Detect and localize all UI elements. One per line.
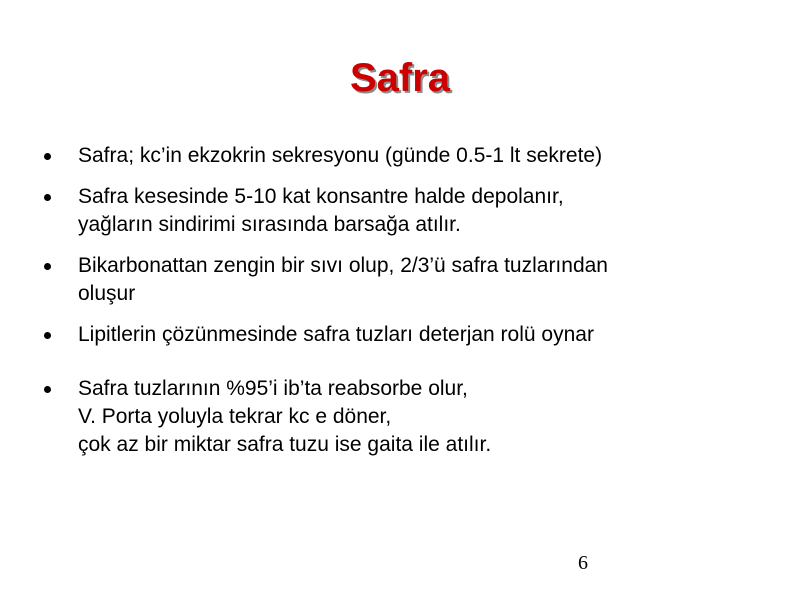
bullet-text-line: oluşur [78, 282, 136, 305]
bullet-item [40, 142, 780, 170]
bullet-item [40, 321, 780, 349]
bullet-text-line: Safra tuzlarının %95’i ib’ta reabsorbe olur, [78, 377, 468, 400]
bullet-text-line: Lipitlerin çözünmesinde safra tuzları deterjan rolü oynar [78, 323, 594, 346]
bullet-item [40, 183, 780, 239]
bullet-text-line: çok az bir miktar safra tuzu ise gaita ile atılır. [78, 433, 492, 456]
bullet-text-line: yağların sindirimi sırasında barsağa atılır. [78, 213, 461, 236]
page-number: 6 [578, 552, 588, 574]
bullet-text-line: Safra kesesinde 5-10 kat konsantre halde depolanır, [78, 185, 564, 208]
bullet-dot-icon [44, 194, 51, 201]
bullet-text-line: Bikarbonattan zengin bir sıvı olup, 2/3’ü safra tuzlarından [78, 254, 608, 277]
bullet-text-line: V. Porta yoluyla tekrar kc e döner, [78, 405, 392, 428]
bullet-item [40, 375, 780, 459]
bullet-text-line: Safra; kc’in ekzokrin sekresyonu (günde 0.5-1 lt sekrete) [78, 144, 603, 167]
bullet-dot-icon [44, 153, 51, 160]
bullet-dot-icon [44, 332, 51, 339]
bullet-list [40, 142, 780, 472]
bullet-item [40, 252, 780, 308]
bullet-dot-icon [44, 263, 51, 270]
slide-title: Safra [349, 56, 451, 100]
bullet-dot-icon [44, 386, 51, 393]
